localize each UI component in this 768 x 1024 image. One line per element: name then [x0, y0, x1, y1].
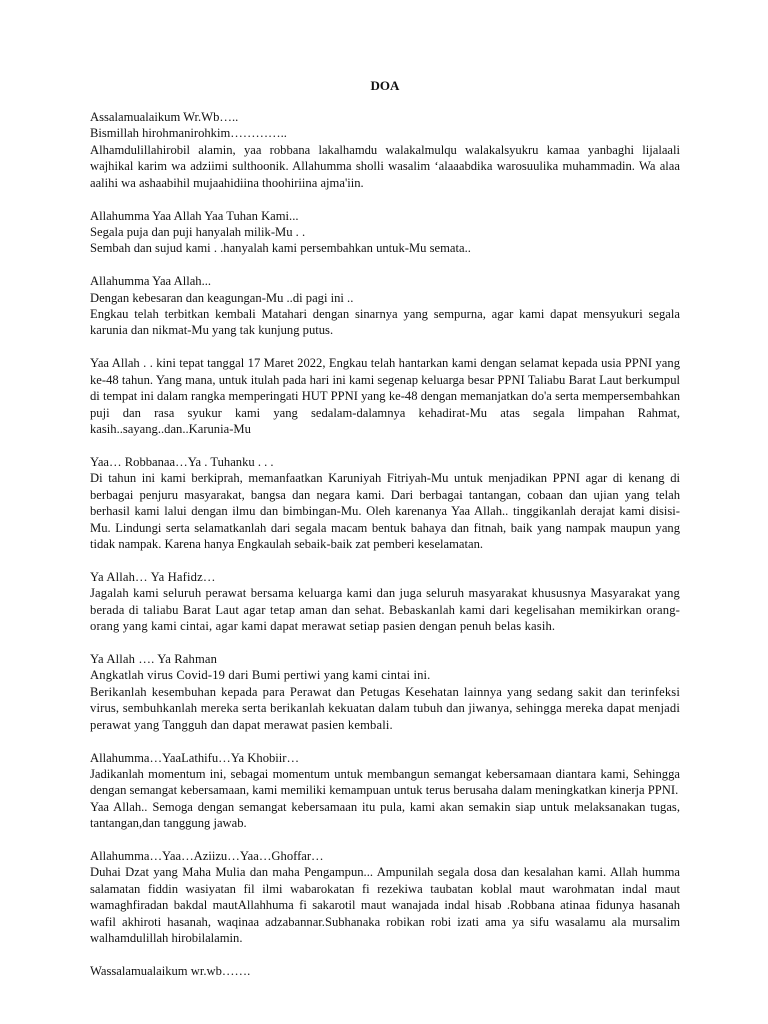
paragraph-praise — [90, 208, 680, 257]
healing-text: Berikanlah kesembuhan kepada para Perawat dan Petugas Kesehatan lainnya yang sedang sakit dan terinfeksi virus, sembuhkanlah mereka serta berikanlah kekuatan dalam tubuh dan jiwanya, sehingga mereka dapat menjadi perawat yang Tangguh dan dapat merawat pasien kembali. — [90, 684, 680, 732]
document-title: DOA — [370, 78, 400, 93]
forgiveness-text: Duhai Dzat yang Maha Mulia dan maha Pengampun... Ampunilah segala dosa dan kesalahan kami. Allah humma salamatan fiddin wasiyatan fil ilmi wabarokatan fi rezekiwa taubatan koblal maut warohmatan indal maut wamaghfiradan bakdal mautAllahhuma fi sakarotil maut wanajada indal hisab .Robbana atinaa fidunya hasanah wafil akhiroti hasanah, waqinaa adzabannar.Subhanaka robikan robi izati ama ya sifu wasalamu ala mursalim walhamdulillah hirobilalamin. — [90, 865, 680, 946]
paragraph-opening — [90, 109, 680, 191]
paragraph-closing — [90, 963, 680, 979]
paragraph-hafidz — [90, 569, 680, 635]
closing-greeting: Wassalamualaikum wr.wb……. — [90, 963, 251, 978]
momentum-text: Jadikanlah momentum ini, sebagai momentum untuk membangun semangat kebersamaan diantara kami, Sehingga dengan semangat kebersamaan, kami memiliki kemampuan untuk terus berusaha dalam meningkatkan kinerja PPNI. — [90, 766, 680, 798]
invocation-line: Allahumma Yaa Allah... — [90, 274, 212, 289]
invocation-line: Allahumma…YaaLathifu…Ya Khobiir… — [90, 750, 300, 765]
worship-line: Sembah dan sujud kami . .hanyalah kami persembahkan untuk-Mu semata.. — [90, 241, 471, 256]
anniversary-text: Yaa Allah . . kini tepat tanggal 17 Maret 2022, Engkau telah hantarkan kami dengan selamat kepada usia PPNI yang ke-48 tahun. Yang mana, untuk itulah pada hari ini kami segenap keluarga besar PPNI Taliabu Barat Laut berkumpul di tempat ini dalam rangka memperingati HUT PPNI yang ke-48 dengan memanjatkan do'a serta mempersembahkan puji dan rasa syukur kami yang sedalam-dalamnya kehadirat-Mu atas segala limpahan Rahmat, kasih..sayang..dan..Karunia-Mu — [90, 356, 680, 436]
bismillah-line: Bismillah hirohmanirohkim………….. — [90, 126, 287, 141]
hafidz-text: Jagalah kami seluruh perawat bersama keluarga kami dan juga seluruh masyarakat khususnya Masyarakat yang berada di taliabu Barat Laut agar tetap aman dan sehat. Bebaskanlah kami dari kegelisahan memikirkan orang-orang yang kami cintai, agar kami dapat merawat setiap pasien dengan penuh belas kasih. — [90, 586, 680, 634]
opening-prayer-text: Alhamdulillahirobil alamin, yaa robbana lakalhamdu walakalmulqu walakalsyukru kamaa yanbaghi lijalaali wajhikal karim wa adziimi sulthoonik. Allahumma sholli wasalim ‘alaaabdika warosuulika muhammadin. Wa alaa aalihi wa ashaabihil mujaahidiina thoohiriina ajma'iin. — [90, 142, 680, 190]
duty-text: Yaa Allah.. Semoga dengan semangat kebersamaan itu pula, kami akan semakin siap untuk melaksanakan tugas, tantangan,dan tanggung jawab. — [90, 799, 680, 831]
paragraph-morning — [90, 273, 680, 339]
paragraph-togetherness — [90, 750, 680, 832]
paragraph-anniversary — [90, 355, 680, 437]
invocation-line: Allahumma Yaa Allah Yaa Tuhan Kami... — [90, 208, 299, 223]
invocation-line: Allahumma…Yaa…Aziizu…Yaa…Ghoffar… — [90, 849, 324, 864]
paragraph-protection — [90, 454, 680, 552]
paragraph-rahman — [90, 651, 680, 733]
paragraph-forgiveness — [90, 848, 680, 946]
invocation-line: Ya Allah… Ya Hafidz… — [90, 569, 216, 584]
covid-line: Angkatlah virus Covid-19 dari Bumi pertiwi yang kami cintai ini. — [90, 668, 431, 683]
greatness-line: Dengan kebesaran dan keagungan-Mu ..di pagi ini .. — [90, 290, 354, 305]
sunrise-text: Engkau telah terbitkan kembali Matahari dengan sinarnya yang sempurna, agar kami dapat mensyukuri segala karunia dan nikmat-Mu yang tak kunjung putus. — [90, 307, 680, 338]
invocation-line: Yaa… Robbanaa…Ya . Tuhanku . . . — [90, 454, 274, 469]
praise-line: Segala puja dan puji hanyalah milik-Mu . . — [90, 224, 306, 239]
greeting-line: Assalamualaikum Wr.Wb….. — [90, 110, 239, 124]
invocation-line: Ya Allah …. Ya Rahman — [90, 651, 218, 666]
protection-text: Di tahun ini kami berkiprah, memanfaatkan Karuniyah Fitriyah-Mu untuk menjadikan PPNI agar di kenang di berbagai penjuru masyarakat, bangsa dan negara kami. Dari berbagai tantangan, cobaan dan ujian yang telah berhasil kami lalui dengan ilmu dan bimbingan-Mu. Oleh karenanya Yaa Allah.. tinggikanlah derajat kami disisi-Mu. Lindungi serta selamatkanlah dari segala macam bentuk bahaya dan fitnah, baik yang nampak maupun yang tidak nampak. Karena hanya Engkaulah sebaik-baik zat pemberi keselamatan. — [90, 471, 680, 551]
